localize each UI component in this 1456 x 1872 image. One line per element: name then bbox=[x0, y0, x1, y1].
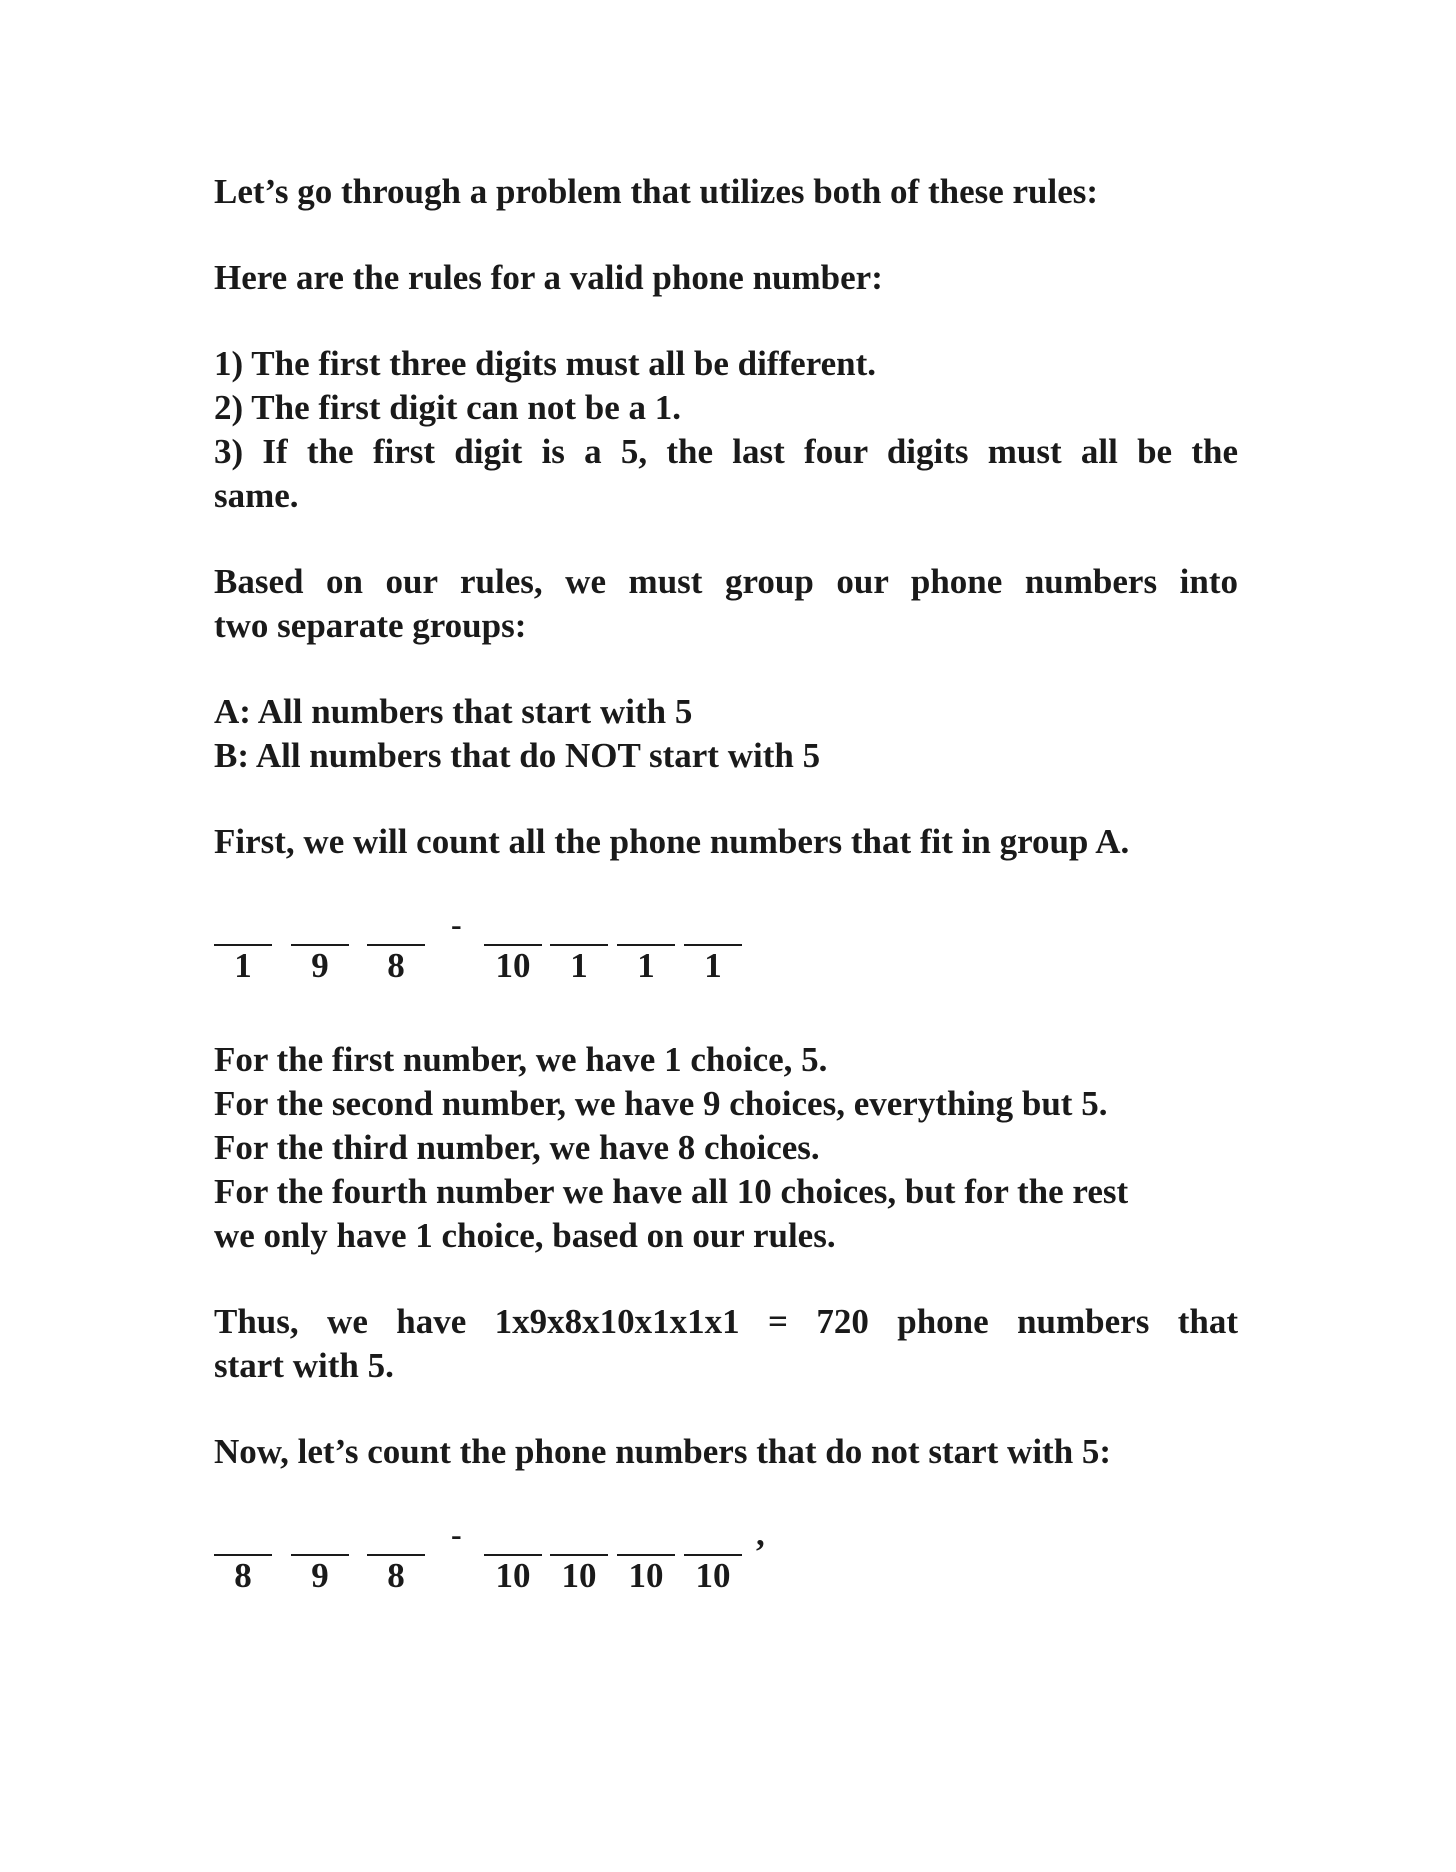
group-a-intro: First, we will count all the phone numbers that fit in group A. bbox=[214, 822, 1130, 861]
slot-value: 10 bbox=[495, 1556, 531, 1595]
group-label: B: All numbers that do NOT start with 5 bbox=[214, 736, 821, 775]
digit-slot bbox=[367, 904, 425, 985]
explanation-line: For the fourth number we have all 10 choices, but for the rest bbox=[214, 1172, 1129, 1211]
separator-dash: - bbox=[451, 906, 462, 942]
digit-slot bbox=[617, 904, 675, 985]
group-b-intro: Now, let’s count the phone numbers that do not start with 5: bbox=[214, 1432, 1112, 1471]
slot-value: 10 bbox=[495, 946, 531, 985]
separator-dash: - bbox=[451, 1516, 462, 1552]
rule-item: 2) The first digit can not be a 1. bbox=[214, 388, 681, 427]
slot-value: 8 bbox=[234, 1556, 252, 1595]
rule-item: same. bbox=[214, 476, 299, 515]
digit-slot bbox=[484, 904, 542, 985]
group-label: A: All numbers that start with 5 bbox=[214, 692, 693, 731]
explanation-line: For the second number, we have 9 choices, everything but 5. bbox=[214, 1084, 1108, 1123]
slot-value: 1 bbox=[704, 946, 722, 985]
phone-slots-diagram-a bbox=[214, 904, 1238, 994]
explanation-line: we only have 1 choice, based on our rules. bbox=[214, 1216, 836, 1255]
slot-value: 10 bbox=[628, 1556, 664, 1595]
explanation-line: For the third number, we have 8 choices. bbox=[214, 1128, 820, 1167]
digit-slot bbox=[550, 904, 608, 985]
digit-slot bbox=[367, 1514, 425, 1595]
digit-slot bbox=[291, 1514, 349, 1595]
digit-slot bbox=[617, 1514, 675, 1595]
digit-slot bbox=[550, 1514, 608, 1595]
digit-slot bbox=[214, 904, 272, 985]
digit-slot bbox=[684, 904, 742, 985]
rule-item: 3) If the first digit is a 5, the last four digits must all be the bbox=[214, 432, 1238, 471]
explanation-line: For the first number, we have 1 choice, 5. bbox=[214, 1040, 828, 1079]
digit-slot bbox=[684, 1514, 742, 1595]
slot-value: 9 bbox=[311, 946, 329, 985]
slot-value: 10 bbox=[695, 1556, 731, 1595]
grouping-text: Based on our rules, we must group our phone numbers into bbox=[214, 562, 1238, 601]
slot-value: 1 bbox=[570, 946, 588, 985]
digit-slot bbox=[484, 1514, 542, 1595]
intro-text: Let’s go through a problem that utilizes both of these rules: bbox=[214, 172, 1099, 211]
result-text: start with 5. bbox=[214, 1346, 394, 1385]
slot-value: 8 bbox=[387, 1556, 405, 1595]
trailing-comma: , bbox=[756, 1514, 765, 1553]
slot-value: 8 bbox=[387, 946, 405, 985]
slot-value: 1 bbox=[234, 946, 252, 985]
result-text: Thus, we have 1x9x8x10x1x1x1 = 720 phone numbers that bbox=[214, 1302, 1238, 1341]
slot-value: 9 bbox=[311, 1556, 329, 1595]
slot-value: 10 bbox=[561, 1556, 597, 1595]
digit-slot bbox=[291, 904, 349, 985]
phone-slots-diagram-b bbox=[214, 1514, 1238, 1604]
grouping-text: two separate groups: bbox=[214, 606, 527, 645]
slot-value: 1 bbox=[637, 946, 655, 985]
rules-heading: Here are the rules for a valid phone number: bbox=[214, 258, 883, 297]
digit-slot bbox=[214, 1514, 272, 1595]
rule-item: 1) The first three digits must all be different. bbox=[214, 344, 877, 383]
